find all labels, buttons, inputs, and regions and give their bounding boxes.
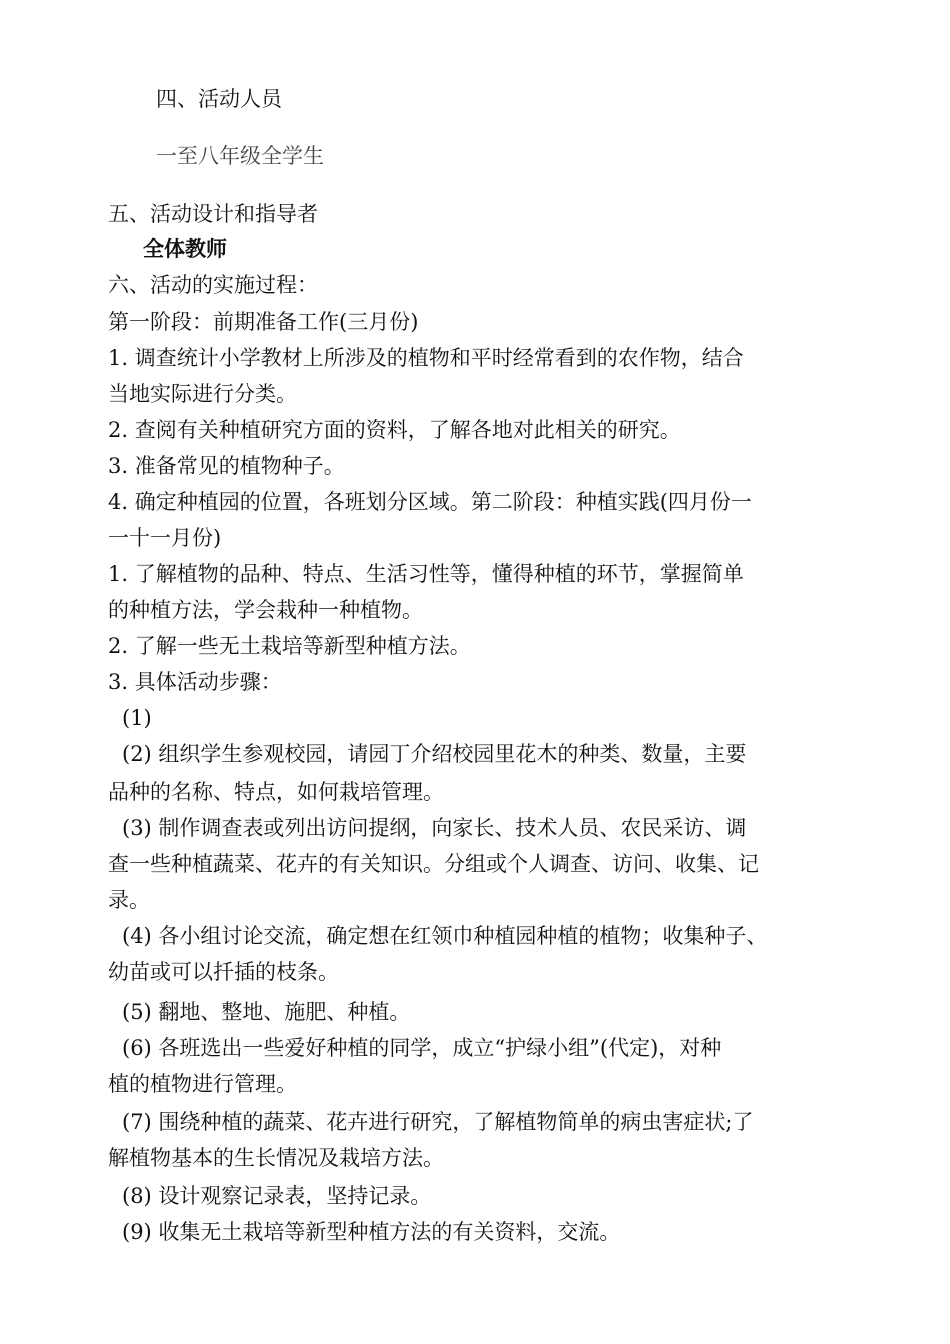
- paragraph-line: 当地实际进行分类。: [108, 382, 297, 406]
- paragraph-line: 2. 查阅有关种植研究方面的资料，了解各地对此相关的研究。: [108, 418, 681, 442]
- paragraph-line: 1. 了解植物的品种、特点、生活习性等，懂得种植的环节，掌握简单: [108, 562, 744, 586]
- paragraph-line: 一十一月份): [108, 526, 222, 550]
- step-item: (2) 组织学生参观校园，请园丁介绍校园里花木的种类、数量，主要: [122, 742, 747, 766]
- step-item: (9) 收集无土栽培等新型种植方法的有关资料，交流。: [122, 1220, 621, 1244]
- stage-one-heading: 第一阶段：前期准备工作(三月份): [108, 310, 419, 334]
- paragraph-line: 录。: [108, 888, 150, 912]
- section-heading-process: 六、活动的实施过程：: [108, 273, 318, 297]
- paragraph-line: 2. 了解一些无土栽培等新型种植方法。: [108, 634, 471, 658]
- paragraph-line: 解植物基本的生长情况及栽培方法。: [108, 1146, 444, 1170]
- step-item: (7) 围绕种植的蔬菜、花卉进行研究，了解植物简单的病虫害症状;了: [122, 1110, 754, 1134]
- paragraph-line: 3. 具体活动步骤：: [108, 670, 282, 694]
- section-heading-participants: 四、活动人员: [156, 87, 282, 111]
- paragraph-line: 植的植物进行管理。: [108, 1072, 297, 1096]
- step-item: (4) 各小组讨论交流，确定想在红领巾种植园种植的植物；收集种子、: [122, 924, 768, 948]
- paragraph-line: 3. 准备常见的植物种子。: [108, 454, 345, 478]
- paragraph-line: 1. 调查统计小学教材上所涉及的植物和平时经常看到的农作物，结合: [108, 346, 744, 370]
- paragraph-line: 幼苗或可以扦插的枝条。: [108, 960, 339, 984]
- designers-text: 全体教师: [143, 237, 227, 261]
- paragraph-line: 的种植方法，学会栽种一种植物。: [108, 598, 423, 622]
- paragraph-line: 品种的名称、特点，如何栽培管理。: [108, 780, 444, 804]
- step-item: (6) 各班选出一些爱好种植的同学，成立“护绿小组”(代定)，对种: [122, 1036, 722, 1060]
- step-item: (5) 翻地、整地、施肥、种植。: [122, 1000, 411, 1024]
- step-item: (8) 设计观察记录表，坚持记录。: [122, 1184, 432, 1208]
- paragraph-line: 查一些种植蔬菜、花卉的有关知识。分组或个人调查、访问、收集、记: [108, 852, 759, 876]
- paragraph-line: 4. 确定种植园的位置，各班划分区域。第二阶段：种植实践(四月份一: [108, 490, 752, 514]
- section-heading-designers: 五、活动设计和指导者: [108, 202, 318, 226]
- participants-text: 一至八年级全学生: [156, 144, 324, 168]
- step-item: (3) 制作调查表或列出访问提纲，向家长、技术人员、农民采访、调: [122, 816, 747, 840]
- step-item: (1): [122, 706, 152, 730]
